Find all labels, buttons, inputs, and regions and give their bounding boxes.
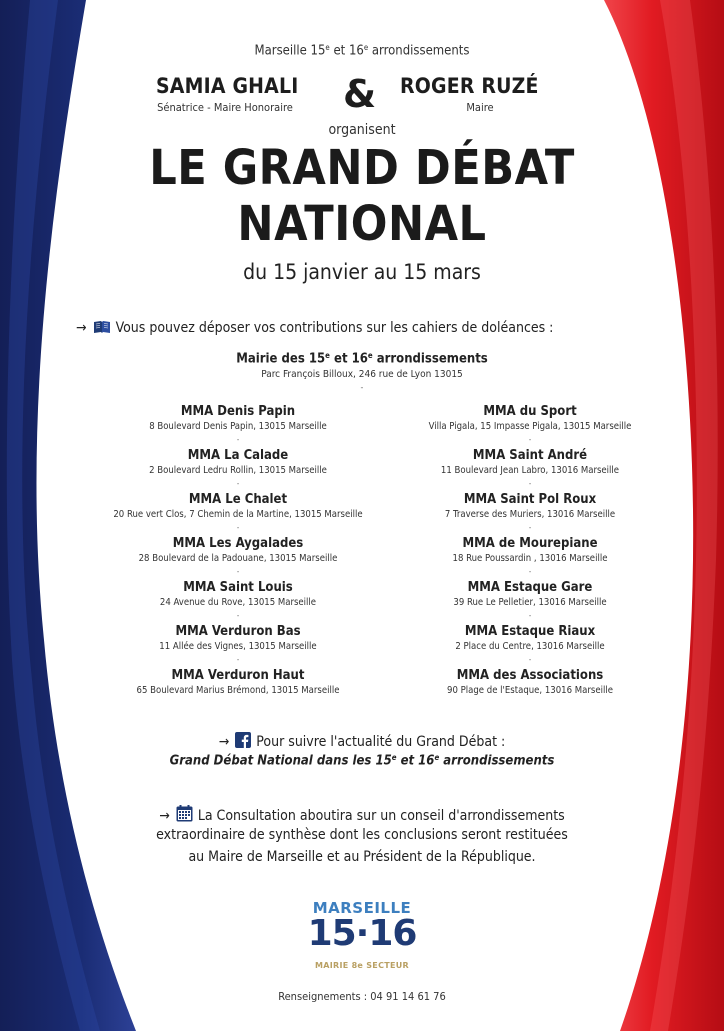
separator: -	[528, 567, 532, 576]
venue-name: MMA du Sport	[483, 404, 577, 419]
separator: -	[360, 383, 364, 392]
facebook-intro: → Pour suivre l'actualité du Grand Débat :	[218, 734, 506, 750]
separator: -	[236, 479, 240, 488]
venue-name: MMA de Mourepiane	[462, 536, 598, 551]
right-official-name: ROGER RUZÉ	[400, 74, 539, 98]
venue-name: MMA Le Chalet	[188, 492, 288, 507]
separator: -	[528, 523, 532, 532]
page-title-line-1: LE GRAND DÉBAT	[149, 140, 575, 196]
left-official-role: Sénatrice - Maire Honoraire	[157, 101, 293, 114]
mairie-name: Mairie des 15e et 16e arrondissements	[236, 351, 488, 367]
venue-item	[380, 492, 680, 536]
mairie-logo	[300, 895, 424, 980]
ampersand: &	[343, 72, 377, 116]
venue-address: 11 Boulevard Jean Labro, 13016 Marseille	[440, 465, 620, 476]
separator: -	[236, 523, 240, 532]
venue-address: 28 Boulevard de la Padouane, 13015 Marseille	[138, 553, 338, 564]
separator: -	[236, 611, 240, 620]
venue-name: MMA Saint Louis	[183, 580, 293, 595]
event-dates: du 15 janvier au 15 mars	[243, 260, 481, 284]
venue-address: 2 Place du Centre, 13016 Marseille	[455, 641, 605, 652]
venue-item	[380, 448, 680, 492]
venue-name: MMA Saint André	[472, 448, 588, 463]
venue-list-left	[88, 404, 388, 712]
separator: -	[528, 435, 532, 444]
logo-number: 15·16	[307, 913, 417, 954]
venue-address: 90 Plage de l'Estaque, 13016 Marseille	[447, 685, 613, 696]
separator: -	[528, 611, 532, 620]
venue-item	[88, 536, 388, 580]
venue-item	[88, 580, 388, 624]
venue-address: 65 Boulevard Marius Brémond, 13015 Marseille	[136, 685, 340, 696]
separator: -	[528, 479, 532, 488]
venue-item	[88, 448, 388, 492]
venue-item	[380, 580, 680, 624]
facebook-page-name[interactable]: Grand Débat National dans les 15e et 16e arrondissements	[169, 753, 555, 769]
venue-name: MMA La Calade	[187, 448, 289, 463]
venue-name: MMA Denis Papin	[180, 404, 296, 419]
consultation-line-1: → La Consultation aboutira sur un conseil d'arrondissements	[0, 805, 724, 824]
consultation-line-2: extraordinaire de synthèse dont les conclusions seront restituées	[156, 827, 568, 843]
arrow-right-icon: →	[218, 734, 230, 750]
venue-name: MMA Verduron Haut	[171, 668, 305, 683]
book-icon	[93, 320, 111, 334]
consultation-line-3: au Maire de Marseille et au Président de la République.	[188, 849, 536, 865]
venue-address: 18 Rue Poussardin , 13016 Marseille	[452, 553, 608, 564]
right-official-role: Maire	[466, 101, 494, 114]
venue-address: Villa Pigala, 15 Impasse Pigala, 13015 Marseille	[428, 421, 632, 432]
venue-address: 24 Avenue du Rove, 13015 Marseille	[159, 597, 317, 608]
arrow-right-icon: →	[159, 808, 170, 824]
mairie-address: Parc François Billoux, 246 rue de Lyon 13015	[261, 369, 463, 380]
separator: -	[236, 567, 240, 576]
logo-city: MARSEILLE	[312, 899, 412, 917]
venue-item	[380, 668, 680, 712]
arrow-right-icon: →	[76, 320, 87, 336]
left-official-name: SAMIA GHALI	[156, 74, 299, 98]
venue-address: 2 Boulevard Ledru Rollin, 13015 Marseille	[149, 465, 327, 476]
venue-list-right	[380, 404, 680, 712]
venue-name: MMA Estaque Riaux	[464, 624, 596, 639]
page-title-line-2: NATIONAL	[237, 196, 487, 252]
venue-item	[88, 624, 388, 668]
venue-item	[88, 668, 388, 712]
venue-item	[88, 492, 388, 536]
facebook-icon	[235, 732, 251, 748]
venue-address: 11 Allée des Vignes, 13015 Marseille	[159, 641, 317, 652]
separator: -	[236, 435, 240, 444]
venue-item	[380, 404, 680, 448]
venue-item	[380, 536, 680, 580]
venue-address: 7 Traverse des Muriers, 13016 Marseille	[444, 509, 616, 520]
venue-name: MMA Verduron Bas	[175, 624, 301, 639]
venue-name: MMA Estaque Gare	[467, 580, 593, 595]
venue-address: 39 Rue Le Pelletier, 13016 Marseille	[453, 597, 607, 608]
calendar-icon	[176, 805, 193, 822]
venue-name: MMA Les Aygalades	[172, 536, 304, 551]
venue-item	[88, 404, 388, 448]
separator: -	[236, 655, 240, 664]
venue-name: MMA des Associations	[456, 668, 604, 683]
contributions-intro: → Vous pouvez déposer vos contributions sur les cahiers de doléances :	[76, 320, 554, 336]
venue-address: 20 Rue vert Clos, 7 Chemin de la Martine, 13015 Marseille	[113, 509, 363, 520]
venue-name: MMA Saint Pol Roux	[463, 492, 597, 507]
organisent-label: organisent	[328, 122, 396, 138]
separator: -	[528, 655, 532, 664]
logo-subtitle: MAIRIE 8e SECTEUR	[314, 961, 410, 970]
venue-item	[380, 624, 680, 668]
header-arrondissements: Marseille 15e et 16e arrondissements	[254, 43, 470, 59]
venue-address: 8 Boulevard Denis Papin, 13015 Marseille	[149, 421, 327, 432]
contact-phone: Renseignements : 04 91 14 61 76	[278, 990, 446, 1003]
